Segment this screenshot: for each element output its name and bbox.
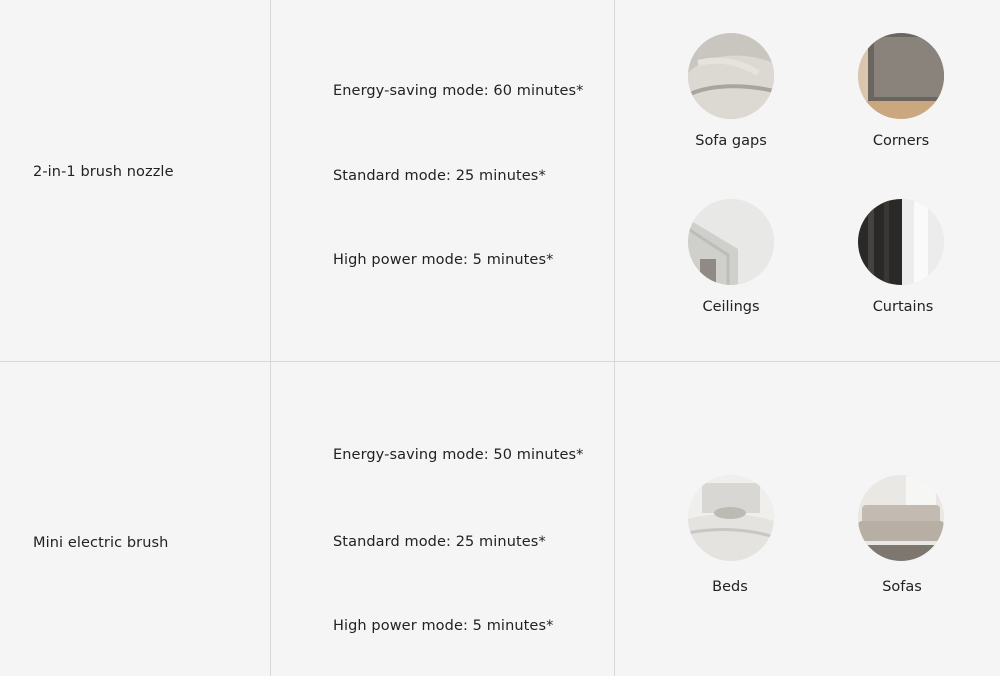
accessory-name: Mini electric brush bbox=[33, 535, 169, 551]
scene-corners bbox=[858, 33, 944, 119]
bed-photo bbox=[688, 475, 774, 561]
scene-label: Ceilings bbox=[702, 299, 760, 315]
scene-label: Corners bbox=[872, 133, 930, 149]
scene-curtains bbox=[858, 199, 944, 285]
scene-label: Sofa gaps bbox=[695, 133, 767, 149]
mode-runtime: Energy-saving mode: 60 minutes* bbox=[333, 83, 584, 99]
mode-runtime: Energy-saving mode: 50 minutes* bbox=[333, 447, 584, 463]
scene-label: Sofas bbox=[882, 579, 922, 595]
row-divider bbox=[0, 361, 1000, 362]
sofa-photo bbox=[858, 475, 944, 561]
corner-photo bbox=[858, 33, 944, 119]
ceiling-photo bbox=[688, 199, 774, 285]
mode-runtime: Standard mode: 25 minutes* bbox=[333, 534, 546, 550]
scene-label: Curtains bbox=[872, 299, 934, 315]
scene-sofas bbox=[858, 475, 944, 561]
mode-runtime: High power mode: 5 minutes* bbox=[333, 252, 554, 268]
scene-beds bbox=[688, 475, 774, 561]
curtain-photo bbox=[858, 199, 944, 285]
mode-runtime: Standard mode: 25 minutes* bbox=[333, 168, 546, 184]
mode-runtime: High power mode: 5 minutes* bbox=[333, 618, 554, 634]
sofa-gap-photo bbox=[688, 33, 774, 119]
column-divider bbox=[614, 0, 615, 676]
accessory-name: 2-in-1 brush nozzle bbox=[33, 164, 174, 180]
scene-sofa-gaps bbox=[688, 33, 774, 119]
scene-ceilings bbox=[688, 199, 774, 285]
column-divider bbox=[270, 0, 271, 676]
scene-label: Beds bbox=[712, 579, 748, 595]
